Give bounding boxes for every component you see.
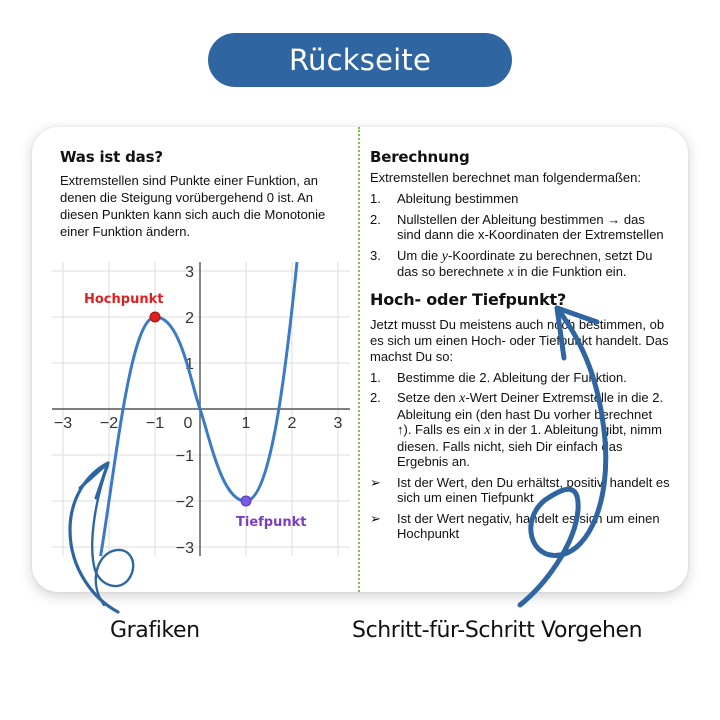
- feature-label-step-by-step: Schritt-für-Schritt Vorgehen: [352, 618, 643, 643]
- list-item: 2. Nullstellen der Ableitung bestimmen → das sind dann die x-Koordinaten der Extremstellen: [370, 211, 664, 242]
- hochpunkt-label: Hochpunkt: [84, 292, 164, 307]
- result-bullets: [370, 475, 670, 542]
- max-min-intro: Jetzt musst Du meistens auch noch bestimmen, ob es sich um einen Hoch- oder Tiefpunkt handelt. Das machst Du so:: [370, 316, 669, 364]
- y-tick-labels: [176, 264, 194, 557]
- svg-text:−1: −1: [175, 448, 194, 465]
- svg-text:3: 3: [185, 264, 194, 281]
- tiefpunkt-marker: [241, 496, 251, 506]
- calculation-intro: Extremstellen berechnet man folgendermaßen:: [370, 170, 641, 185]
- calculation-steps: [370, 191, 670, 281]
- page-title-pill: [208, 33, 512, 87]
- svg-text:−2: −2: [99, 415, 119, 432]
- list-item: ➢ Ist der Wert, den Du erhältst, positiv, handelt es sich um einen Tiefpunkt: [370, 474, 670, 505]
- list-item: 3. Um die y-Koordinate zu berechnen, setzt Du das so berechnete x in die Funktion ein.: [370, 247, 653, 280]
- svg-text:−3: −3: [53, 415, 73, 432]
- definition-paragraph: Extremstellen sind Punkte einer Funktion, an denen die Steigung vorübergehend 0 ist. An diesen Punkten kann sich auch die Monotonie einer Funktion ändern.: [60, 173, 326, 239]
- max-min-steps: [370, 370, 670, 470]
- section-heading-what: Was ist das?: [60, 148, 163, 166]
- right-column: [370, 148, 670, 542]
- svg-text:0: 0: [183, 415, 193, 432]
- svg-text:1: 1: [241, 415, 251, 432]
- svg-text:2: 2: [185, 310, 194, 327]
- list-item: 1. Bestimme die 2. Ableitung der Funktion.: [370, 369, 627, 385]
- function-graph: [40, 255, 360, 565]
- svg-text:−3: −3: [175, 540, 194, 557]
- svg-text:−1: −1: [145, 415, 165, 432]
- svg-text:−2: −2: [175, 494, 194, 511]
- list-item: 2. Setze den x-Wert Deiner Extremstelle in die 2. Ableitung ein (den hast Du vorher berechnet ↑). Falls es ein x in der 1. Ableitung gibt, nimm diesen. Falls nicht, sieh Dir einfach das Ergebnis an.: [370, 390, 664, 469]
- list-item: 1. Ableitung bestimmen: [370, 191, 519, 206]
- svg-text:1: 1: [185, 356, 194, 373]
- hochpunkt-marker: [150, 312, 160, 322]
- x-tick-labels: [54, 415, 343, 432]
- tiefpunkt-label: Tiefpunkt: [236, 515, 307, 530]
- svg-text:2: 2: [287, 415, 297, 432]
- section-heading-calculation: Berechnung: [370, 148, 470, 166]
- section-heading-max-min: Hoch- oder Tiefpunkt?: [370, 289, 567, 309]
- page-title: Rückseite: [289, 43, 431, 77]
- list-item: ➢ Ist der Wert negativ, handelt es sich um einen Hochpunkt: [370, 510, 660, 541]
- left-column: [60, 148, 350, 240]
- feature-label-graphics: Grafiken: [110, 618, 200, 643]
- svg-text:3: 3: [333, 415, 343, 432]
